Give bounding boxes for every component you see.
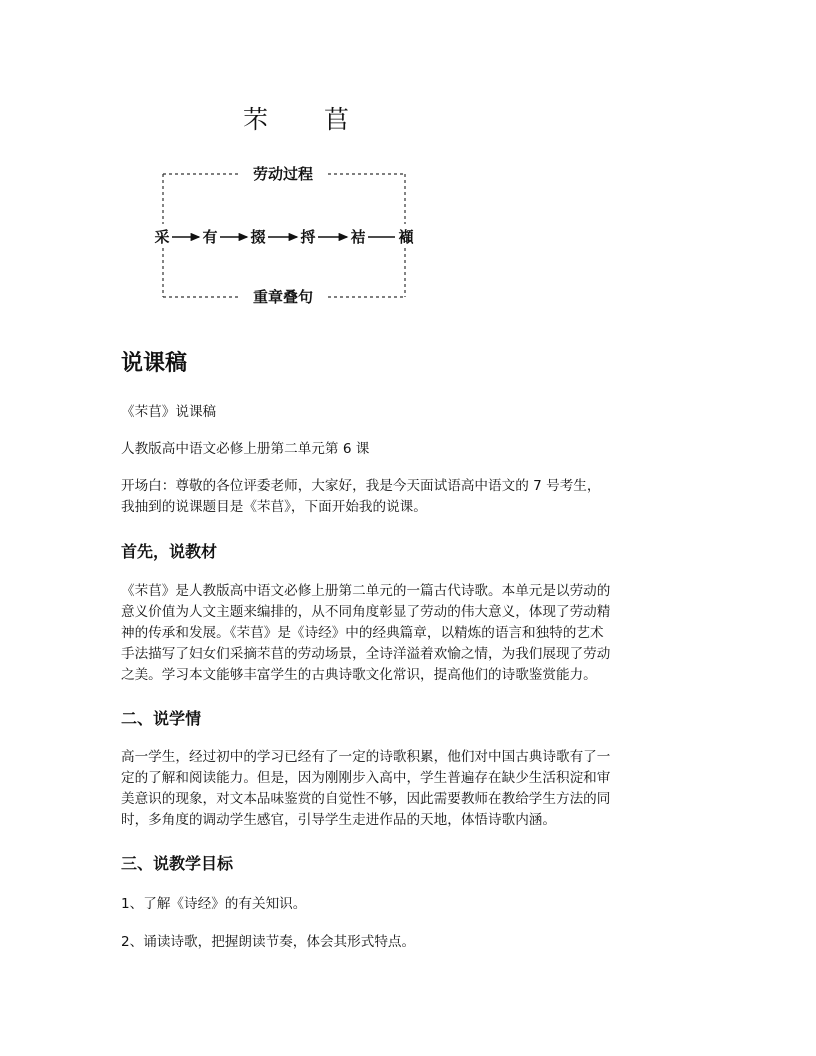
section-1-line: 手法描写了妇女们采摘芣苢的劳动场景，全诗洋溢着欢愉之情，为我们展现了劳动 [121, 646, 611, 662]
section-2-line: 高一学生，经过初中的学习已经有了一定的诗歌积累，他们对中国古典诗歌有了一 [121, 749, 611, 765]
section-1-line: 之美。学习本文能够丰富学生的古典诗歌文化常识，提高他们的诗歌鉴赏能力。 [121, 667, 597, 683]
section-3-title: 三、说教学目标 [121, 854, 234, 873]
step-2: 有 [202, 228, 218, 246]
step-3: 掇 [250, 228, 266, 246]
label-labor-process: 劳动过程 [252, 165, 314, 183]
section-1-line: 《芣苢》是人教版高中语文必修上册第二单元的一篇古代诗歌。本单元是以劳动的 [121, 583, 611, 599]
label-repetition: 重章叠句 [252, 288, 314, 305]
objective-item-1: 1、了解《诗经》的有关知识。 [121, 896, 307, 912]
opening-paragraph [121, 476, 701, 518]
structure-diagram [150, 160, 420, 305]
section-1-line: 神的传承和发展。《芣苢》是《诗经》中的经典篇章，以精炼的语言和独特的艺术 [121, 625, 604, 641]
course-line: 人教版高中语文必修上册第二单元第 6 课 [121, 441, 370, 457]
step-1: 采 [154, 228, 170, 246]
step-5: 袺 [350, 228, 366, 246]
opening-line-2: 我抽到的说课题目是《芣苢》，下面开始我的说课。 [121, 499, 427, 515]
section-2-line: 美意识的现象，对文本品味鉴赏的自觉性不够，因此需要教师在教给学生方法的同 [121, 791, 611, 807]
section-2-line: 时，多角度的调动学生感官，引导学生走进作品的天地，体悟诗歌内涵。 [121, 812, 556, 828]
opening-line-1: 开场白：尊敬的各位评委老师，大家好，我是今天面试语高中语文的 7 号考生， [121, 478, 601, 494]
section-1-paragraph [121, 581, 701, 686]
section-2-title: 二、说学情 [121, 709, 202, 728]
poem-title: 芣 苢 [243, 105, 373, 134]
step-4: 捋 [300, 228, 316, 246]
objective-item-2: 2、诵读诗歌，把握朗读节奏，体会其形式特点。 [121, 934, 416, 950]
section-2-paragraph [121, 747, 701, 831]
section-1-line: 意义价值为人文主题来编排的，从不同角度彰显了劳动的伟大意义，体现了劳动精 [121, 604, 611, 620]
step-6: 襭 [398, 228, 414, 246]
doc-title-line: 《芣苢》说课稿 [121, 404, 217, 420]
section-1-title: 首先，说教材 [121, 542, 218, 561]
section-2-line: 定的了解和阅读能力。但是，因为刚刚步入高中，学生普遍存在缺少生活积淀和审 [121, 770, 611, 786]
page-heading: 说课稿 [121, 351, 188, 376]
